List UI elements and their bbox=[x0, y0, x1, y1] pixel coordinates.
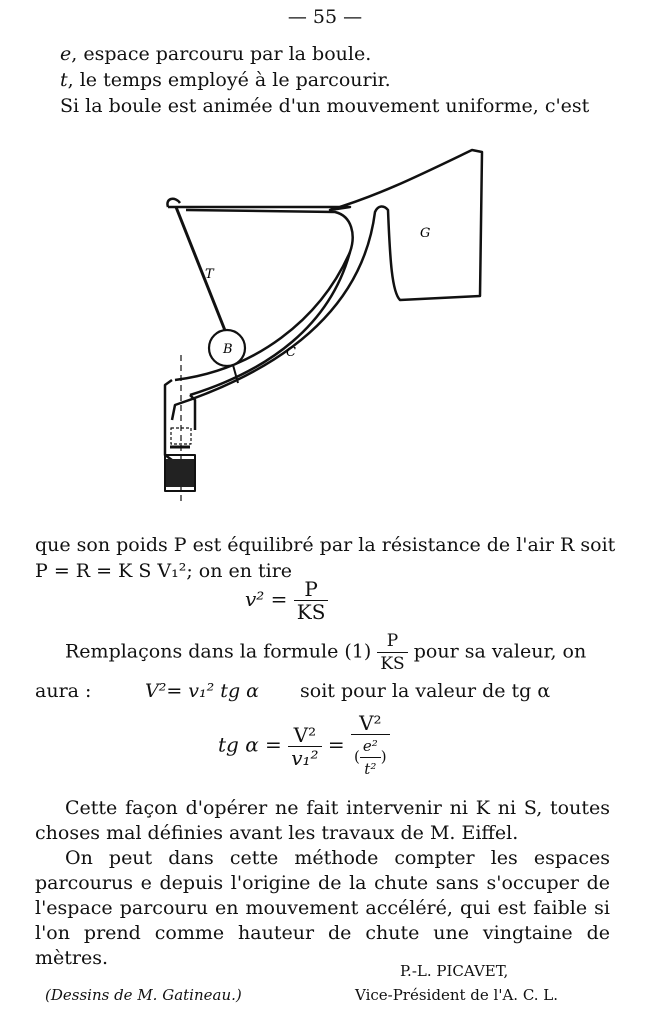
aura-formula: V²= v₁² tg α bbox=[145, 680, 259, 702]
eq2-fraction-1 bbox=[288, 724, 321, 769]
label-C: C bbox=[286, 345, 296, 360]
label-B: B bbox=[223, 342, 233, 357]
eq2-f2-num: V² bbox=[351, 712, 390, 735]
remplacons-after: pour sa valeur, on bbox=[413, 640, 587, 663]
eq2-f2-den-num: e² bbox=[360, 735, 381, 758]
equation-2 bbox=[218, 712, 390, 780]
intro-line-1-text: , espace parcouru par la boule. bbox=[71, 43, 372, 65]
var-t: t bbox=[60, 69, 68, 91]
remplacons-before: Remplaçons dans la formule (1) bbox=[65, 640, 372, 663]
frame-outline bbox=[168, 150, 482, 420]
aura-label: aura : bbox=[35, 680, 92, 702]
eq2-f2-den: ( $\frac{\text{e²}}{\text{t²}}$ ) bbox=[354, 737, 387, 778]
drawing-credit: (Dessins de M. Gatineau.) bbox=[45, 986, 242, 1004]
eq2-equals: = bbox=[327, 732, 345, 757]
eq2-f2-den-den: t² bbox=[364, 760, 377, 778]
remplacons-line bbox=[65, 630, 586, 675]
eq2-inner-fraction bbox=[360, 735, 381, 780]
label-T: T bbox=[205, 267, 214, 282]
eq1-num: P bbox=[294, 578, 329, 601]
remplacons-den: KS bbox=[380, 654, 405, 674]
signature-author: P.-L. PICAVET, bbox=[400, 962, 509, 980]
arc-inner bbox=[186, 210, 353, 395]
signature-title: Vice-Président de l'A. C. L. bbox=[355, 986, 559, 1004]
eq1-fraction bbox=[294, 578, 329, 623]
eq2-f1-den: v₁² bbox=[291, 745, 319, 770]
eq2-lhs: tg α = bbox=[218, 732, 282, 757]
pendulum-wire bbox=[176, 207, 226, 333]
hub-fill bbox=[166, 459, 194, 487]
eq1-den: KS bbox=[296, 600, 326, 624]
var-e: e bbox=[60, 43, 72, 65]
eq2-fraction-2 bbox=[351, 712, 390, 780]
intro-line-3: Si la boule est animée d'un mouvement uniforme, c'est bbox=[60, 95, 590, 117]
eq1-lhs: v² = bbox=[245, 587, 288, 611]
equation-1 bbox=[245, 578, 328, 623]
paragraph-2: On peut dans cette méthode compter les espaces parcourus e depuis l'origine de la chute sans s'occuper de l'espace parcouru en mouvement accéléré, qui est faible si l'on prend comme hauteur de chute une vingtaine de mètres. bbox=[35, 847, 610, 969]
remplacons-fraction bbox=[377, 630, 407, 675]
after-figure-line-2: P = R = K S V₁²; on en tire bbox=[35, 560, 293, 582]
eq2-f1-num: V² bbox=[288, 724, 321, 747]
label-G: G bbox=[420, 226, 431, 241]
remplacons-num: P bbox=[377, 630, 407, 653]
aura-soit: soit pour la valeur de tg α bbox=[300, 680, 551, 702]
page-number: — 55 — bbox=[287, 6, 363, 28]
after-figure-line-1: que son poids P est équilibré par la résistance de l'air R soit bbox=[35, 534, 616, 556]
paragraph-1: Cette façon d'opérer ne fait intervenir ni K ni S, toutes choses mal définies avant les travaux de M. Eiffel. bbox=[35, 797, 610, 844]
intro-line-2-text: , le temps employé à le parcourir. bbox=[67, 69, 391, 91]
